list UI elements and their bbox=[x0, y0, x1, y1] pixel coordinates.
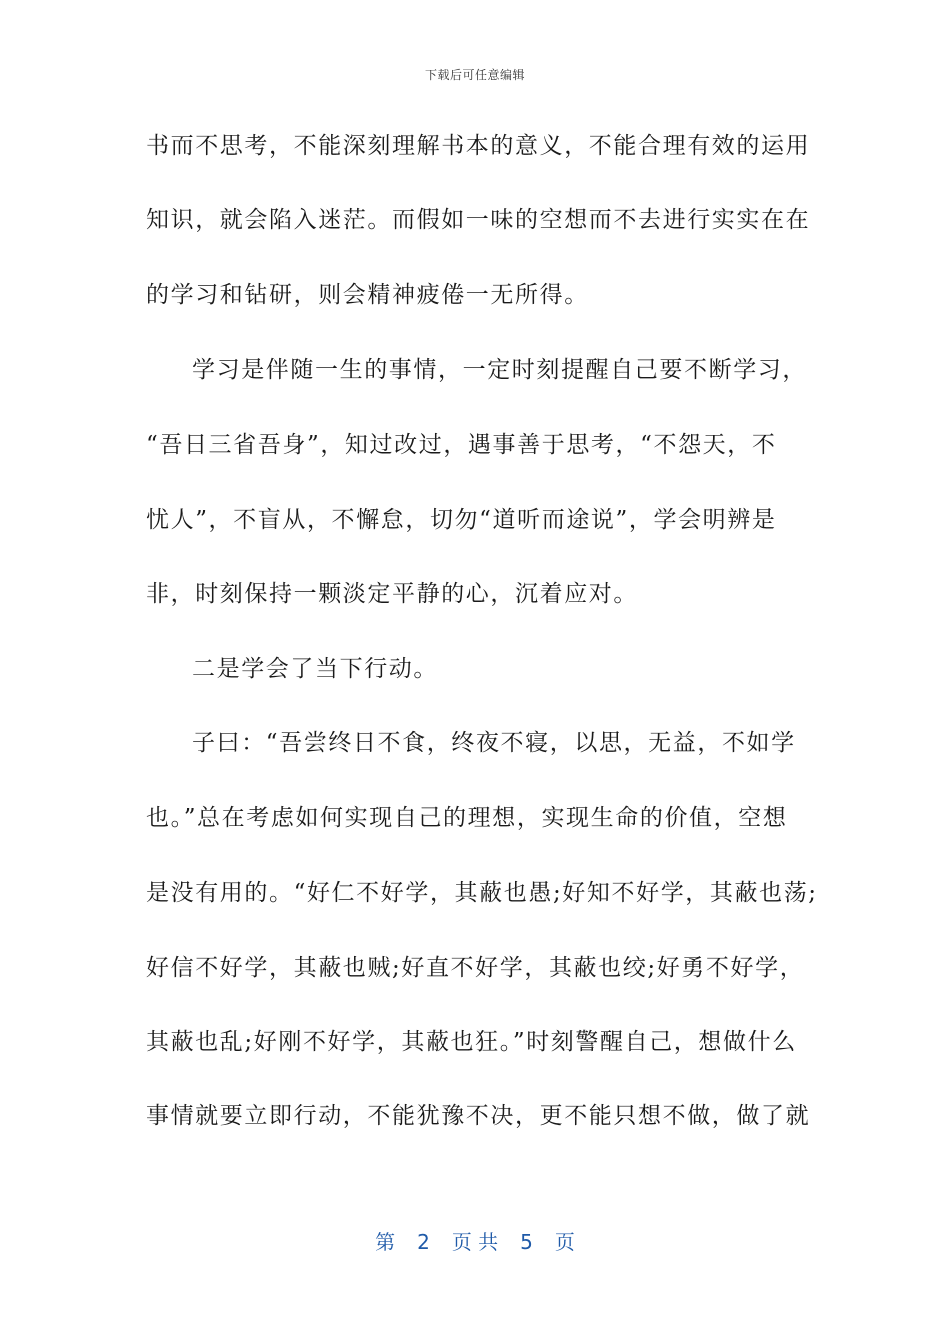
footer-prefix: 第 bbox=[375, 1230, 396, 1254]
text-line: 书而不思考，不能深刻理解书本的意义，不能合理有效的运用 bbox=[146, 133, 811, 159]
text-line: 好信不好学，其蔽也贼;好直不好学，其蔽也绞;好勇不好学， bbox=[146, 955, 805, 981]
text-line: 知识，就会陷入迷茫。而假如一味的空想而不去进行实实在在 bbox=[146, 207, 811, 233]
text-line: 其蔽也乱;好刚不好学，其蔽也狂。”时刻警醒自己，想做什么 bbox=[146, 1029, 797, 1055]
paragraph-first-line: 子曰：“吾尝终日不食，终夜不寝，以思，无益，不如学 bbox=[192, 730, 796, 756]
section-heading: 二是学会了当下行动。 bbox=[192, 656, 438, 682]
header-note: 下载后可任意编辑 bbox=[424, 68, 525, 82]
text-line: 也。”总在考虑如何实现自己的理想，实现生命的价值，空想 bbox=[146, 805, 788, 831]
footer-current-page: 2 bbox=[417, 1230, 430, 1254]
paragraph-first-line: 学习是伴随一生的事情，一定时刻提醒自己要不断学习， bbox=[192, 357, 807, 383]
text-line: 的学习和钻研，则会精神疲倦一无所得。 bbox=[146, 282, 589, 308]
text-line: 是没有用的。“好仁不好学，其蔽也愚;好知不好学，其蔽也荡; bbox=[146, 880, 818, 906]
footer-suffix: 页 bbox=[554, 1230, 575, 1254]
footer-total-pages: 5 bbox=[520, 1230, 533, 1254]
footer-middle: 页 共 bbox=[451, 1230, 499, 1254]
text-line: 事情就要立即行动，不能犹豫不决，更不能只想不做，做了就 bbox=[146, 1103, 811, 1129]
page-footer bbox=[0, 1226, 950, 1255]
text-line: 忧人”，不盲从，不懈怠，切勿“道听而途说”，学会明辨是 bbox=[146, 507, 777, 533]
text-line: “吾日三省吾身”，知过改过，遇事善于思考，“不怨天，不 bbox=[146, 432, 777, 458]
text-line: 非，时刻保持一颗淡定平静的心，沉着应对。 bbox=[146, 581, 638, 607]
